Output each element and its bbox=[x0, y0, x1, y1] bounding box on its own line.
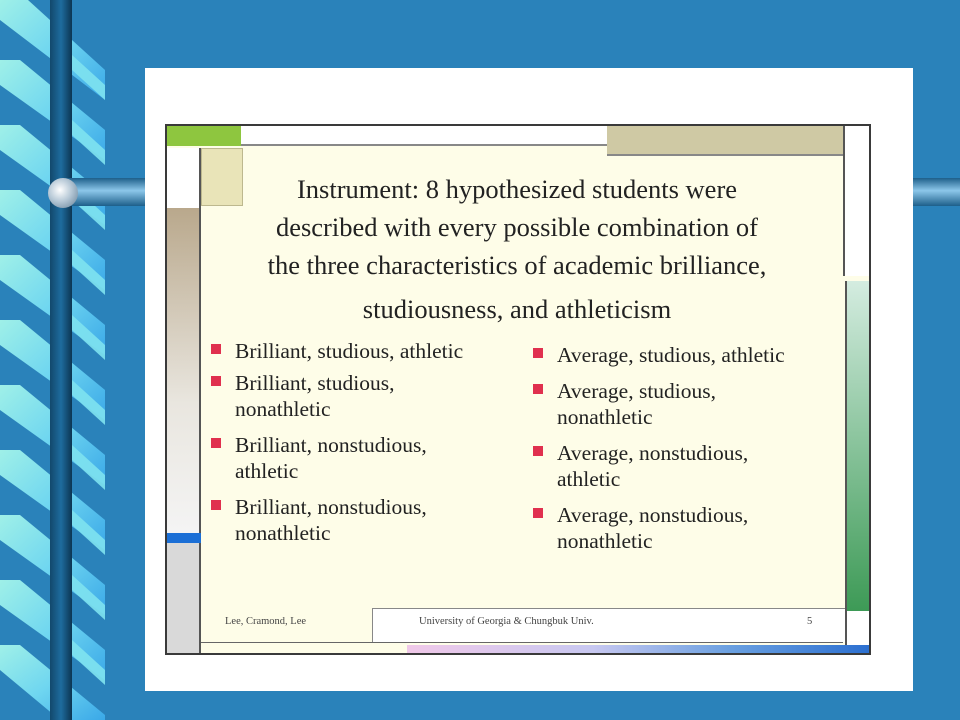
list-item-text: nonathletic bbox=[557, 405, 653, 429]
bullet-square-icon bbox=[533, 384, 543, 394]
frame-green-block bbox=[167, 126, 241, 146]
slide-card bbox=[145, 68, 913, 691]
right-rail-bar bbox=[912, 178, 960, 206]
list-item-text: nonathletic bbox=[235, 521, 331, 545]
list-item-text: Brilliant, nonstudious, bbox=[235, 495, 427, 519]
slide-title-line: the three characteristics of academic brilliance, bbox=[267, 250, 767, 280]
frame-bottom-strip bbox=[407, 645, 871, 655]
list-item-text: Brilliant, nonstudious, bbox=[235, 433, 427, 457]
right-bullet-list bbox=[533, 342, 833, 564]
frame-top-band bbox=[241, 126, 607, 146]
frame-left-gradient bbox=[167, 208, 201, 533]
slide-title bbox=[217, 170, 817, 328]
list-item-text: Average, studious, bbox=[557, 379, 717, 403]
bullet-square-icon bbox=[211, 500, 221, 510]
list-item-text: athletic bbox=[235, 459, 299, 483]
bullet-square-icon bbox=[211, 438, 221, 448]
frame-right-green-bar bbox=[845, 281, 871, 611]
bullet-square-icon bbox=[533, 446, 543, 456]
rail-knob-decoration bbox=[48, 178, 78, 208]
list-item bbox=[533, 502, 833, 554]
left-bullet-list bbox=[211, 338, 521, 556]
footer-university: University of Georgia & Chungbuk Univ. bbox=[419, 616, 594, 627]
list-item bbox=[211, 494, 521, 546]
bullet-square-icon bbox=[533, 508, 543, 518]
list-item-text: Brilliant, studious, bbox=[235, 371, 395, 395]
frame-left-white-block bbox=[167, 148, 201, 208]
footer-page-number: 5 bbox=[807, 616, 813, 627]
bullet-square-icon bbox=[533, 348, 543, 358]
list-item-text: Average, studious, athletic bbox=[557, 343, 785, 367]
list-item bbox=[533, 440, 833, 492]
bullet-square-icon bbox=[211, 344, 221, 354]
list-item bbox=[211, 432, 521, 484]
frame-tan-block bbox=[607, 126, 843, 156]
slide-title-line: Instrument: 8 hypothesized students were bbox=[296, 174, 738, 204]
list-item bbox=[211, 338, 521, 364]
footer-authors: Lee, Cramond, Lee bbox=[225, 616, 307, 627]
frame-left-grey-block bbox=[167, 543, 201, 655]
list-item bbox=[533, 342, 833, 368]
frame-right-top-block bbox=[843, 126, 871, 276]
list-item-text: nonathletic bbox=[557, 529, 653, 553]
list-item-text: nonathletic bbox=[235, 397, 331, 421]
list-item-text: Brilliant, studious, athletic bbox=[235, 339, 464, 363]
list-item bbox=[533, 378, 833, 430]
list-item-text: Average, nonstudious, bbox=[557, 503, 749, 527]
slide-title-line: described with every possible combination of bbox=[275, 212, 759, 242]
bullet-square-icon bbox=[211, 376, 221, 386]
list-item-text: athletic bbox=[557, 467, 621, 491]
footer-rule bbox=[201, 642, 843, 643]
slide-title-line: studiousness, and athleticism bbox=[362, 294, 672, 324]
slide-image bbox=[165, 124, 871, 655]
spiral-binding-decoration bbox=[0, 0, 110, 720]
list-item bbox=[211, 370, 521, 422]
frame-left-blue-strip bbox=[167, 533, 201, 543]
list-item-text: Average, nonstudious, bbox=[557, 441, 749, 465]
